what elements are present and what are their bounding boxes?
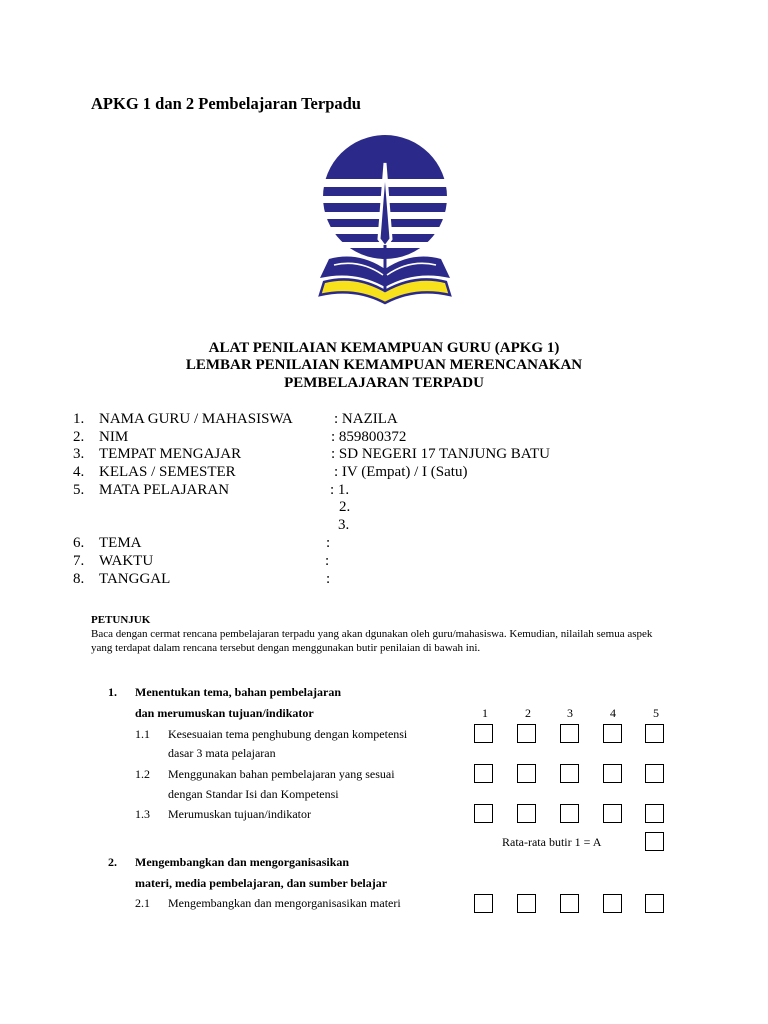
info-label-date: TANGGAL	[99, 571, 171, 587]
info-number: 3.	[73, 446, 85, 462]
section-title-line-2: dan merumuskan tujuan/indikator	[135, 706, 314, 720]
info-value-theme: :	[326, 535, 331, 551]
scale-header-3: 3	[567, 706, 573, 720]
info-value-nim: : 859800372	[331, 429, 407, 445]
info-value-subject-1: : 1.	[330, 482, 350, 498]
info-value-school: : SD NEGERI 17 TANJUNG BATU	[331, 446, 550, 462]
info-value-subject-3: 3.	[338, 517, 350, 533]
item-text-line-2: dasar 3 mata pelajaran	[168, 746, 276, 760]
item-number: 1.2	[135, 767, 150, 781]
score-checkbox-1-3-3[interactable]	[560, 804, 579, 823]
university-book-globe-logo	[310, 135, 460, 305]
info-label-subjects: MATA PELAJARAN	[99, 482, 230, 498]
section-number: 1.	[108, 685, 117, 699]
info-value-class-semester: : IV (Empat) / I (Satu)	[334, 464, 468, 480]
average-score-box[interactable]	[645, 832, 664, 851]
score-checkbox-2-1-5[interactable]	[645, 894, 664, 913]
score-checkbox-1-2-1[interactable]	[474, 764, 493, 783]
instructions-text-line-2: yang terdapat dalam rencana tersebut dengan menggunakan butir penilaian di bawah ini.	[91, 642, 481, 654]
instructions-title: PETUNJUK	[91, 614, 151, 626]
score-checkbox-1-3-2[interactable]	[517, 804, 536, 823]
info-number: 6.	[73, 535, 85, 551]
info-label-class-semester: KELAS / SEMESTER	[99, 464, 236, 480]
info-number: 8.	[73, 571, 85, 587]
score-checkbox-1-2-2[interactable]	[517, 764, 536, 783]
item-text-line-1: Mengembangkan dan mengorganisasikan materi	[168, 896, 401, 910]
average-label: Rata-rata butir 1 = A	[502, 835, 602, 849]
info-number: 7.	[73, 553, 85, 569]
document-title: APKG 1 dan 2 Pembelajaran Terpadu	[91, 94, 361, 113]
score-checkbox-1-3-1[interactable]	[474, 804, 493, 823]
scale-header-5: 5	[653, 706, 659, 720]
item-text-line-1: Menggunakan bahan pembelajaran yang sesuai	[168, 767, 395, 781]
item-text-line-2: dengan Standar Isi dan Kompetensi	[168, 787, 339, 801]
scale-header-2: 2	[525, 706, 531, 720]
section-number: 2.	[108, 855, 117, 869]
info-value-date: :	[326, 571, 331, 587]
info-number: 4.	[73, 464, 85, 480]
score-checkbox-2-1-1[interactable]	[474, 894, 493, 913]
info-label-theme: TEMA	[99, 535, 142, 551]
section-title-line-1: Menentukan tema, bahan pembelajaran	[135, 685, 342, 699]
score-checkbox-1-3-5[interactable]	[645, 804, 664, 823]
info-number: 2.	[73, 429, 85, 445]
item-text-line-1: Kesesuaian tema penghubung dengan kompetensi	[168, 727, 408, 741]
score-checkbox-1-2-3[interactable]	[560, 764, 579, 783]
instructions-text-line-1: Baca dengan cermat rencana pembelajaran terpadu yang akan dgunakan oleh guru/mahasiswa. Kemudian, nilailah semua aspek	[91, 628, 653, 640]
item-number: 2.1	[135, 896, 150, 910]
section-title-line-2: materi, media pembelajaran, dan sumber belajar	[135, 876, 388, 890]
scale-header-4: 4	[610, 706, 616, 720]
info-number: 1.	[73, 411, 85, 427]
score-checkbox-1-3-4[interactable]	[603, 804, 622, 823]
score-checkbox-1-1-2[interactable]	[517, 724, 536, 743]
score-checkbox-1-1-3[interactable]	[560, 724, 579, 743]
info-label-teacher-name: NAMA GURU / MAHASISWA	[99, 411, 293, 427]
score-checkbox-1-1-1[interactable]	[474, 724, 493, 743]
info-number: 5.	[73, 482, 85, 498]
scale-header-1: 1	[482, 706, 488, 720]
info-value-subject-2: 2.	[339, 499, 351, 515]
score-checkbox-2-1-4[interactable]	[603, 894, 622, 913]
item-number: 1.1	[135, 727, 150, 741]
score-checkbox-1-1-5[interactable]	[645, 724, 664, 743]
score-checkbox-1-2-5[interactable]	[645, 764, 664, 783]
info-label-nim: NIM	[99, 429, 129, 445]
item-text-line-1: Merumuskan tujuan/indikator	[168, 807, 311, 821]
item-number: 1.3	[135, 807, 150, 821]
score-checkbox-2-1-3[interactable]	[560, 894, 579, 913]
form-heading-line-1: ALAT PENILAIAN KEMAMPUAN GURU (APKG 1)	[208, 340, 560, 356]
info-value-teacher-name: : NAZILA	[334, 411, 398, 427]
info-label-school: TEMPAT MENGAJAR	[99, 446, 242, 462]
info-value-time: :	[325, 553, 330, 569]
score-checkbox-2-1-2[interactable]	[517, 894, 536, 913]
info-label-time: WAKTU	[99, 553, 154, 569]
score-checkbox-1-1-4[interactable]	[603, 724, 622, 743]
section-title-line-1: Mengembangkan dan mengorganisasikan	[135, 855, 350, 869]
form-heading-line-2: LEMBAR PENILAIAN KEMAMPUAN MERENCANAKAN	[185, 357, 583, 373]
form-heading-line-3: PEMBELAJARAN TERPADU	[284, 375, 484, 391]
score-checkbox-1-2-4[interactable]	[603, 764, 622, 783]
